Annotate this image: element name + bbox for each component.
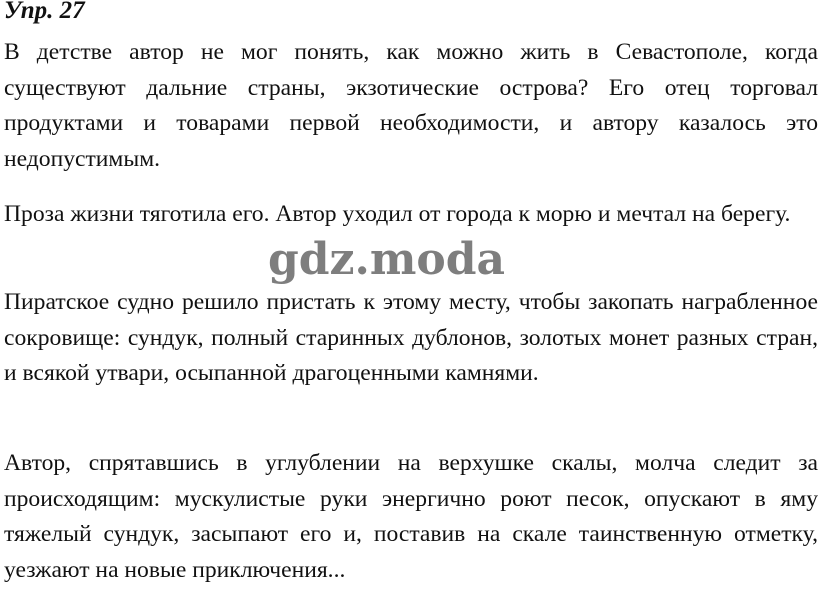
paragraph-2: Проза жизни тяготила его. Автор уходил от города к морю и мечтал на берегу.	[4, 201, 791, 227]
watermark-logo: gdz.moda	[268, 234, 506, 285]
exercise-title: Упр. 27	[4, 0, 85, 24]
paragraph-1: В детстве автор не мог понять, как можно жить в Севастополе, когда существуют дальние страны, экзотические острова? Его отец торговал продуктами и товарами первой необходимости, и автору казалось это недопустимым.	[4, 39, 818, 172]
paragraph-4: Автор, спрятавшись в углублении на верхушке скалы, молча следит за происходящим: мускулистые руки энергично роют песок, опускают в яму тяжелый сундук, засыпают его и, поставив на скале таинственную отметку, уезжают на новые приключения...	[4, 450, 818, 583]
paragraph-3: Пиратское судно решило пристать к этому месту, чтобы закопать награбленное сокровище: сундук, полный старинных дублонов, золотых монет разных стран, и всякой утвари, осыпанной драгоценными камнями.	[4, 289, 818, 386]
